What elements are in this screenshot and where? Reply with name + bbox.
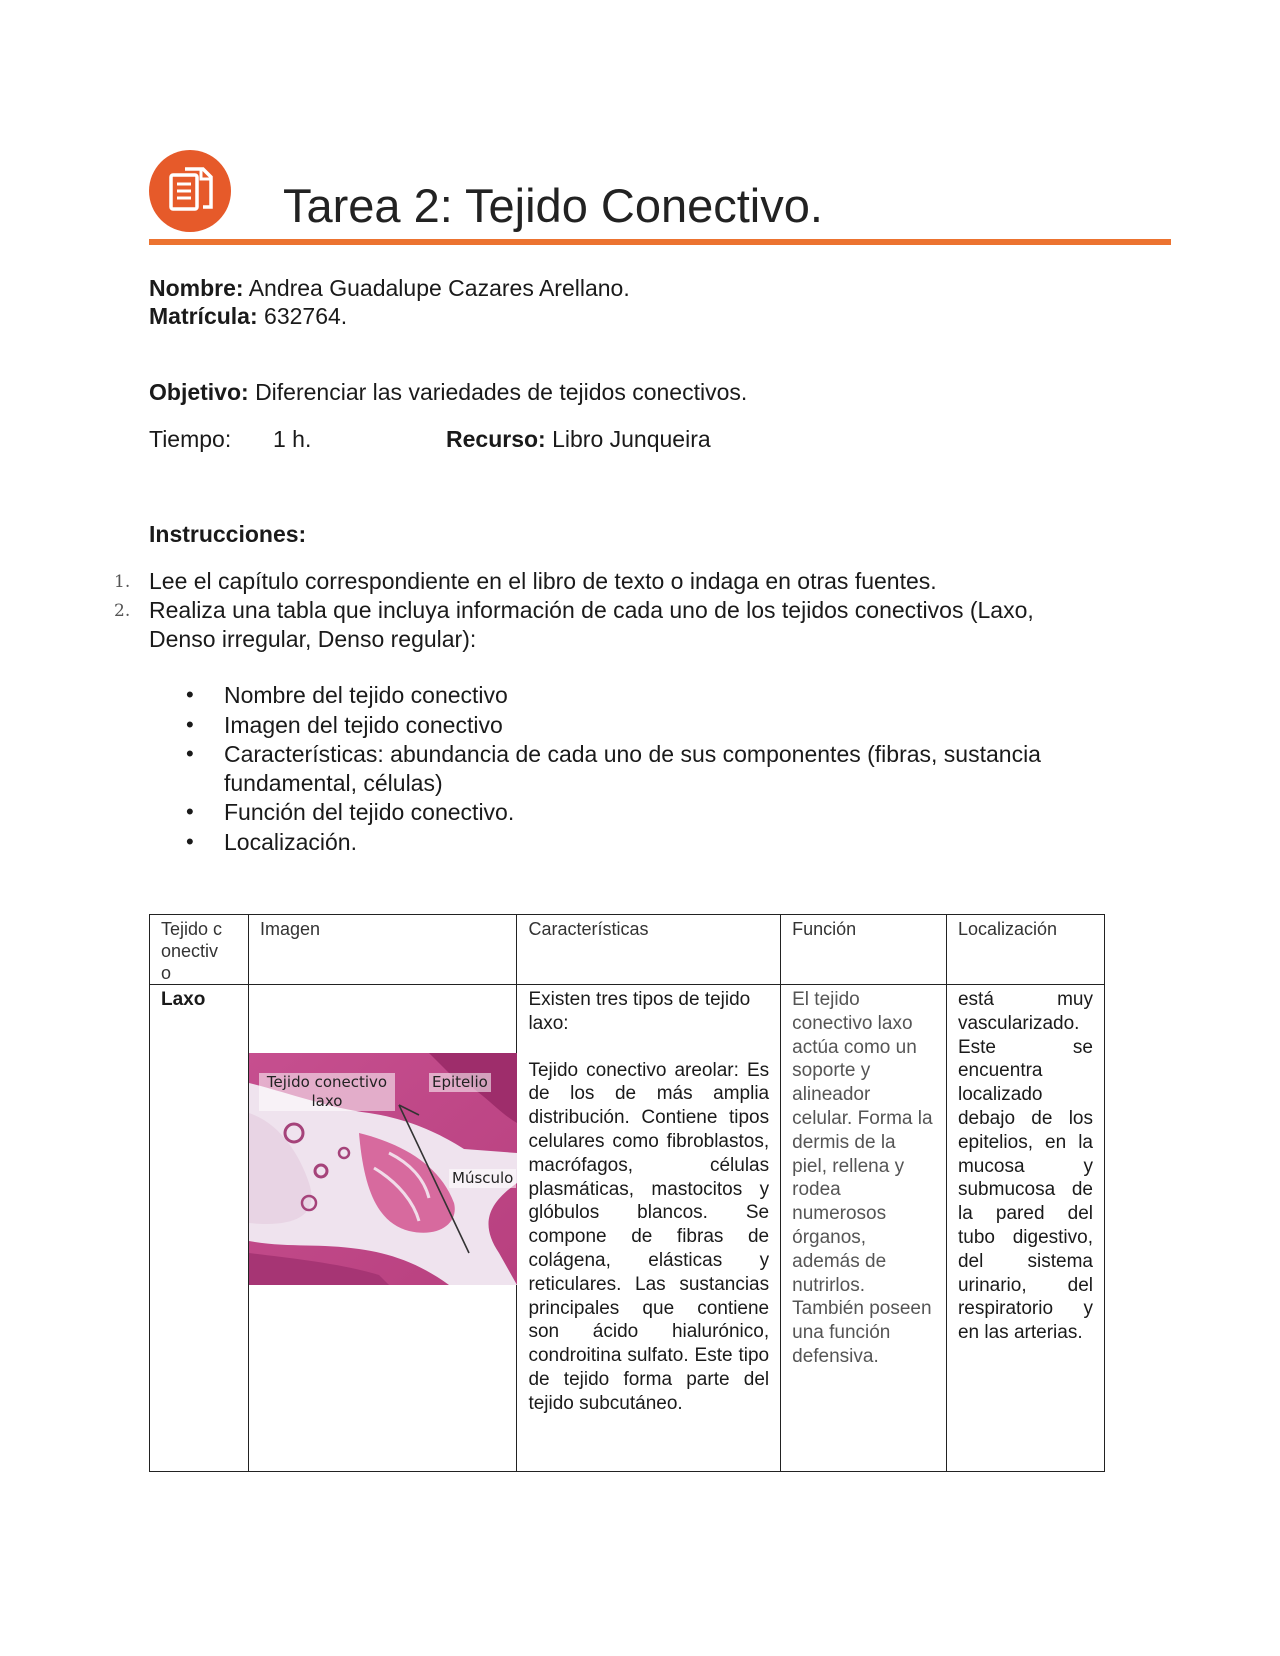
matricula-label: Matrícula: [149, 303, 258, 329]
step-text: Realiza una tabla que incluya información de cada uno de los tejidos conectivos (Laxo, [149, 597, 1034, 623]
step-text-continued: Denso irregular, Denso regular): [149, 626, 477, 652]
objetivo-label: Objetivo: [149, 379, 249, 405]
caracteristicas-intro: Existen tres tipos de tejido laxo: [528, 989, 751, 1034]
header-localizacion: Localización [946, 915, 1104, 985]
recurso-field [446, 425, 711, 453]
list-item: Imagen del tejido conectivo [224, 712, 503, 738]
label-tejido-conectivo: Tejido conectivo laxo [259, 1073, 395, 1111]
tiempo-value: 1 h. [273, 426, 312, 452]
objetivo-value: Diferenciar las variedades de tejidos conectivos. [255, 379, 748, 405]
cell-caracteristicas [517, 985, 781, 1472]
histology-image [249, 1053, 517, 1285]
bullet-icon: • [186, 799, 194, 824]
header-tejido-text: Tejido conectiv o [161, 919, 223, 983]
list-item: Función del tejido conectivo. [224, 799, 515, 825]
caracteristicas-body: Tejido conectivo areolar: Es de los de más amplia distribución. Contiene tipos celulares como fibroblastos, macrófagos, células plasmáticas, mastocitos y glóbulos blancos. Se compone de fibras de colágena, elásticas y reticulares. Las sustancias principales que contiene son ácido hialurónico, condroitina sulfato. Este tipo de tejido forma parte del tejido subcutáneo. [528, 1059, 770, 1414]
recurso-label: Recurso: [446, 426, 546, 452]
nombre-field [149, 274, 630, 302]
bullet-icon: • [186, 829, 194, 854]
cell-localizacion: está muy vascularizado. Este se encuentra localizado debajo de los epitelios, en la mucosa y submucosa de la pared del tubo digestivo, del sistema urinario, del respiratorio y en las arterias. [946, 985, 1104, 1472]
header-caracteristicas: Características [517, 915, 781, 985]
step-text: Lee el capítulo correspondiente en el libro de texto o indaga en otras fuentes. [149, 568, 937, 594]
label-musculo: Músculo [449, 1169, 516, 1188]
list-item-continued: fundamental, células) [224, 770, 443, 796]
bullet-icon: • [186, 682, 194, 707]
cell-tejido: Laxo [150, 985, 249, 1472]
label-epitelio: Epitelio [429, 1073, 491, 1092]
tiempo-label: Tiempo: [149, 426, 232, 452]
header-tejido [150, 915, 249, 985]
recurso-value: Libro Junqueira [552, 426, 711, 452]
cell-funcion: El tejido conectivo laxo actúa como un soporte y alineador celular. Forma la dermis de la piel, rellena y rodea numerosos órganos, además de nutrirlos. También poseen una función defensiva. [781, 985, 947, 1472]
matricula-value: 632764. [264, 303, 348, 329]
bullet-icon: • [186, 712, 194, 737]
page-title: Tarea 2: Tejido Conectivo. [283, 179, 823, 232]
matricula-field [149, 302, 347, 330]
nombre-value: Andrea Guadalupe Cazares Arellano. [248, 275, 630, 301]
list-item: Nombre del tejido conectivo [224, 682, 508, 708]
step-number: 2. [114, 601, 131, 621]
header-imagen: Imagen [248, 915, 517, 985]
objetivo-field [149, 378, 747, 406]
nombre-label: Nombre: [149, 275, 244, 301]
document-icon [169, 167, 213, 215]
instructions-heading: Instrucciones: [149, 521, 307, 547]
step-number: 1. [114, 572, 131, 592]
list-item: Localización. [224, 829, 357, 855]
table-header-row [150, 915, 1105, 985]
list-item: Características: abundancia de cada uno de sus componentes (fibras, sustancia [224, 741, 1041, 767]
title-underline [149, 239, 1171, 245]
bullet-icon: • [186, 741, 194, 766]
header-funcion: Función [781, 915, 947, 985]
logo-badge [149, 150, 231, 232]
